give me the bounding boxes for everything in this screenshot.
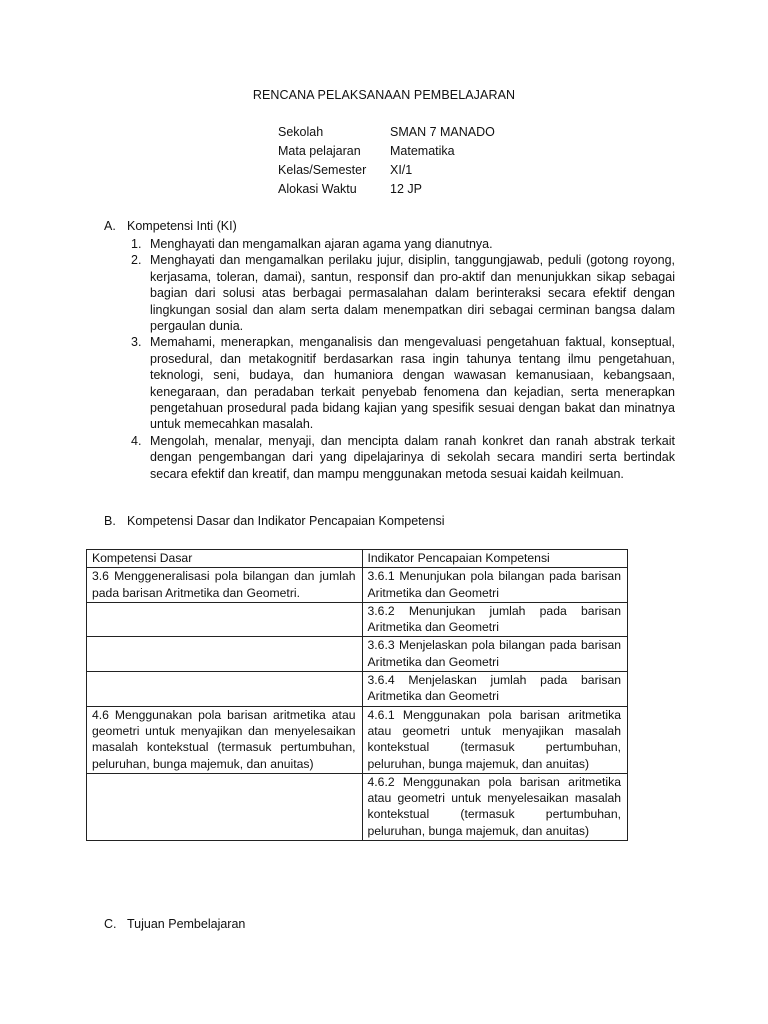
table-header-row — [87, 550, 628, 568]
column-header: Indikator Pencapaian Kompetensi — [362, 550, 628, 568]
info-row — [278, 125, 495, 144]
info-row — [278, 144, 495, 163]
list-text: Menghayati dan mengamalkan perilaku jujur, disiplin, tanggungjawab, peduli (gotong royong, kerjasama, toleran, damai), santun, responsif dan pro-aktif dan menunjukkan sikap sebagai bagian dari solusi atas berbagai permasalahan dalam berinteraksi secara efektif dengan lingkungan sosial dan alam serta dalam menempatkan diri sebagai cerminan bangsa dalam pergaulan dunia. — [150, 253, 675, 334]
section-letter: B. — [104, 514, 116, 528]
list-number: 1. — [131, 237, 142, 251]
table-cell — [87, 637, 363, 672]
table-cell: 4.6.2 Menggunakan pola barisan aritmetika atau geometri untuk menyelesaikan masalah kontekstual (termasuk pertumbuhan, peluruhan, bunga majemuk, dan anuitas) — [362, 773, 628, 840]
table-cell: 3.6.1 Menunjukan pola bilangan pada barisan Aritmetika dan Geometri — [362, 568, 628, 603]
table-row — [87, 602, 628, 637]
info-table — [278, 125, 495, 201]
info-label: Alokasi Waktu — [278, 182, 357, 196]
info-value: XI/1 — [390, 163, 413, 177]
table-cell: 3.6.2 Menunjukan jumlah pada barisan Aritmetika dan Geometri — [362, 602, 628, 637]
table-row — [87, 568, 628, 603]
table-cell: 3.6.3 Menjelaskan pola bilangan pada barisan Aritmetika dan Geometri — [362, 637, 628, 672]
table-row — [87, 773, 628, 840]
section-title: Tujuan Pembelajaran — [127, 917, 246, 931]
table-cell: 4.6 Menggunakan pola barisan aritmetika atau geometri untuk menyajikan dan menyelesaikan masalah kontekstual (termasuk pertumbuhan, peluruhan, bunga majemuk, dan anuitas) — [87, 706, 363, 773]
info-row — [278, 182, 495, 201]
section-b-heading — [104, 514, 445, 528]
list-item — [127, 334, 675, 432]
info-value: Matematika — [390, 144, 455, 158]
table-cell: 3.6.4 Menjelaskan jumlah pada barisan Aritmetika dan Geometri — [362, 672, 628, 707]
list-text: Mengolah, menalar, menyaji, dan mencipta dalam ranah konkret dan ranah abstrak terkait dengan pengembangan dari yang dipelajarinya di sekolah secara mandiri serta bertindak secara efektif dan kreatif, dan mampu menggunakan metoda sesuai kaidah keilmuan. — [150, 433, 675, 481]
info-label: Mata pelajaran — [278, 144, 361, 158]
list-number: 2. — [131, 253, 142, 268]
table-cell: 3.6 Menggeneralisasi pola bilangan dan jumlah pada barisan Aritmetika dan Geometri. — [87, 568, 363, 603]
table-row — [87, 637, 628, 672]
info-value: SMAN 7 MANADO — [390, 125, 495, 139]
info-value: 12 JP — [390, 182, 422, 196]
list-text: Memahami, menerapkan, menganalisis dan mengevaluasi pengetahuan faktual, konseptual, prosedural, dan metakognitif berdasarkan rasa ingin tahunya tentang ilmu pengetahuan, teknologi, seni, budaya, dan humaniora dengan wawasan kemanusiaan, kebangsaan, kenegaraan, dan peradaban terkait penyebab fenomena dan kejadian, serta menerapkan pengetahuan prosedural pada bidang kajian yang spesifik sesuai dengan bakat dan minatnya untuk memecahkan masalah. — [150, 335, 675, 432]
section-letter: C. — [104, 917, 117, 931]
list-text: Menghayati dan mengamalkan ajaran agama yang dianutnya. — [150, 237, 493, 251]
competency-table — [86, 549, 628, 841]
info-label: Sekolah — [278, 125, 324, 139]
section-letter: A. — [104, 219, 116, 233]
list-item — [127, 433, 675, 482]
table-cell: 4.6.1 Menggunakan pola barisan aritmetika atau geometri untuk menyajikan masalah kontekstual (termasuk pertumbuhan, peluruhan, bunga majemuk, dan anuitas) — [362, 706, 628, 773]
info-label: Kelas/Semester — [278, 163, 367, 177]
page-title: RENCANA PELAKSANAAN PEMBELAJARAN — [252, 88, 516, 102]
table-cell — [87, 602, 363, 637]
table-row — [87, 706, 628, 773]
list-number: 4. — [131, 433, 142, 448]
list-number: 3. — [131, 335, 142, 350]
section-title: Kompetensi Inti (KI) — [127, 219, 237, 233]
list-item — [127, 252, 675, 334]
list-item — [127, 236, 675, 252]
section-a-heading — [104, 219, 237, 233]
table-cell — [87, 672, 363, 707]
ki-list — [127, 236, 675, 482]
info-row — [278, 163, 495, 182]
section-c-heading — [104, 917, 245, 931]
section-title: Kompetensi Dasar dan Indikator Pencapaian Kompetensi — [127, 514, 445, 528]
table-cell — [87, 773, 363, 840]
column-header: Kompetensi Dasar — [87, 550, 363, 568]
table-row — [87, 672, 628, 707]
